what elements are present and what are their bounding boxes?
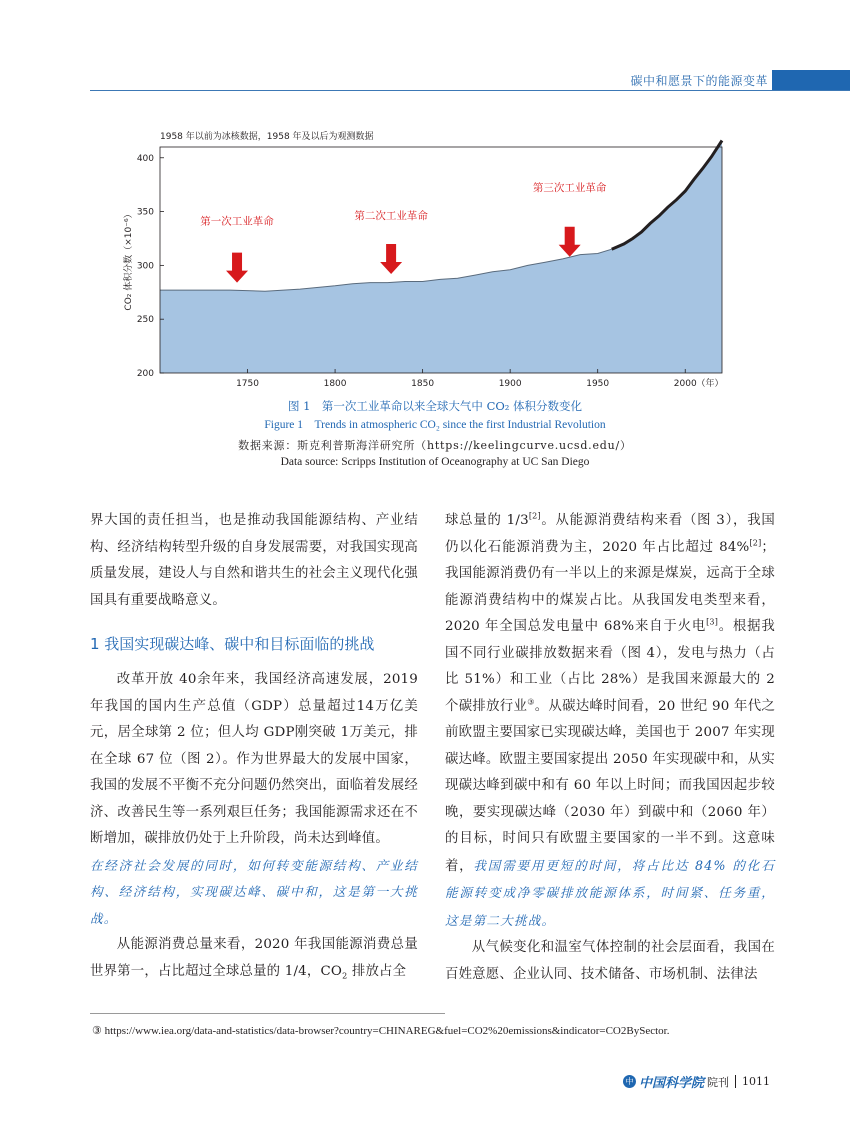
x-tick-label: 1800 xyxy=(323,379,347,389)
figure-source-cn: 数据来源：斯克利普斯海洋研究所（https://keelingcurve.ucsd.edu/） xyxy=(238,439,632,452)
footer-journal: 院刊 xyxy=(707,1075,729,1089)
y-tick-label: 250 xyxy=(136,315,154,326)
reference-marker: [3] xyxy=(706,617,719,627)
paragraph xyxy=(90,932,418,985)
co2-area-chart xyxy=(0,0,850,400)
y-tick-label: 350 xyxy=(136,207,154,218)
section-heading: 1 我国实现碳达峰、碳中和目标面临的挑战 xyxy=(90,635,375,653)
x-tick-label: 1900 xyxy=(498,379,522,389)
x-tick-label: 1750 xyxy=(236,379,259,389)
right-column xyxy=(445,508,775,988)
text-span: 。根据我国不同行业碳排放数据来看（图 4），发电与热力（占比 51%）和工业（占比 28%）是我国来源最大的 2 个碳排放行业 xyxy=(445,619,775,714)
highlight-paragraph: 在经济社会发展的同时，如何转变能源结构、产业结构、经济结构，实现碳达峰、碳中和，这是第一大挑战。 xyxy=(90,857,418,926)
paragraph xyxy=(445,508,775,935)
footnote: ③ https://www.iea.org/data-and-statistics/data-browser?country=CHINAREG&fuel=CO2%20emissions&indicator=CO2BySector. xyxy=(92,1025,670,1037)
text-span: ；我国能源消费仍有一半以上的来源是煤炭，远高于全球能源消费结构中的煤炭占比。从我国发电类型来看，2020 年全国总发电量中 68%来自于火电 xyxy=(445,539,775,634)
page-footer xyxy=(623,1072,770,1091)
y-axis-label: CO₂ 体积分数（×10⁻⁶） xyxy=(124,209,134,311)
y-tick-label: 300 xyxy=(136,261,154,272)
figure-caption-cn: 图 1 第一次工业革命以来全球大气中 CO₂ 体积分数变化 xyxy=(287,399,583,413)
footer-separator xyxy=(735,1075,736,1088)
y-tick-label: 400 xyxy=(136,153,154,164)
text-span: 从能源消费总量来看，2020 年我国能源消费总量世界第一，占比超过全球总量的 1/4，CO xyxy=(90,937,418,979)
annotation-label: 第二次工业革命 xyxy=(354,210,428,223)
annotation-arrow-icon xyxy=(226,253,248,283)
co2-area-fill xyxy=(160,141,722,374)
figure-caption-en: Figure 1 Trends in atmospheric CO₂ since the first Industrial Revolution xyxy=(264,419,606,431)
footer-brand: 中国科学院 xyxy=(638,1076,704,1091)
footnote-marker: ③ xyxy=(527,697,535,707)
cas-logo-icon: 中 xyxy=(623,1075,636,1088)
page-number: 1011 xyxy=(742,1075,770,1088)
running-header-title: 碳中和愿景下的能源变革 xyxy=(630,74,768,88)
subscript: 2 xyxy=(342,971,348,981)
text-span: 排放占全 xyxy=(347,963,407,979)
annotation-label: 第一次工业革命 xyxy=(200,215,274,228)
figure-source-en: Data source: Scripps Institution of Oceanography at UC San Diego xyxy=(280,456,590,468)
text-span: 球总量的 1/3 xyxy=(445,513,529,528)
figure-1 xyxy=(0,0,850,480)
paragraph: 改革开放 40余年来，我国经济高速发展，2019 年我国的国内生产总值（GDP）总量超过14万亿美元，居全球第 2 位；但人均 GDP刚突破 1万美元，排在全球 67 位（图 2）。作为世界最大的发展中国家，我国的发展不平衡不充分问题仍然突出，面临着发展经济、改善民生等一系列艰巨任务；我国能源需求还在不断增加，碳排放仍处于上升阶段，尚未达到峰值。 xyxy=(90,672,418,846)
chart-title: 1958 年以前为冰核数据，1958 年及以后为观测数据 xyxy=(160,132,374,142)
x-unit-label: （年） xyxy=(696,379,724,389)
x-tick-label: 2000 xyxy=(673,379,697,389)
left-column xyxy=(90,508,418,985)
paragraph: 界大国的责任担当，也是推动我国能源结构、产业结构、经济结构转型升级的自身发展需要，对我国实现高质量发展，建设人与自然和谐共生的社会主义现代化强国具有重要战略意义。 xyxy=(90,513,418,608)
text-span: 。从碳达峰时间看，20 世纪 90 年代之前欧盟主要国家已实现碳达峰，美国也于 2007 年实现碳达峰。欧盟主要国家提出 2050 年实现碳中和，从实现碳达峰到碳中和有 60 年以上时间；而我国因起步较晚，要实现碳达峰（2030 年）到碳中和（2060 年）的目标，时间只有欧盟主要国家的一半不到。这意味着， xyxy=(445,698,776,874)
annotation-arrow-icon xyxy=(380,244,402,274)
y-tick-label: 200 xyxy=(136,369,154,379)
text-span: 。从能源消费结构来看（图 3），我国仍以化石能源消费为主，2020 年占比超过 84% xyxy=(445,513,775,555)
x-tick-label: 1850 xyxy=(411,379,435,389)
annotation-label: 第三次工业革命 xyxy=(532,182,607,195)
annotation-arrow-icon xyxy=(559,227,581,257)
footnote-rule xyxy=(90,1013,445,1014)
highlight-text: 我国需要用更短的时间，将占比达 84% 的化石能源转变成净零碳排放能源体系，时间紧、任务重，这是第二大挑战。 xyxy=(445,857,775,928)
reference-marker: [2] xyxy=(528,511,541,521)
x-tick-label: 1950 xyxy=(586,379,610,389)
reference-marker: [2] xyxy=(749,538,762,548)
paragraph: 从气候变化和温室气体控制的社会层面看，我国在百姓意愿、企业认同、技术储备、市场机制、法律法 xyxy=(445,940,775,982)
